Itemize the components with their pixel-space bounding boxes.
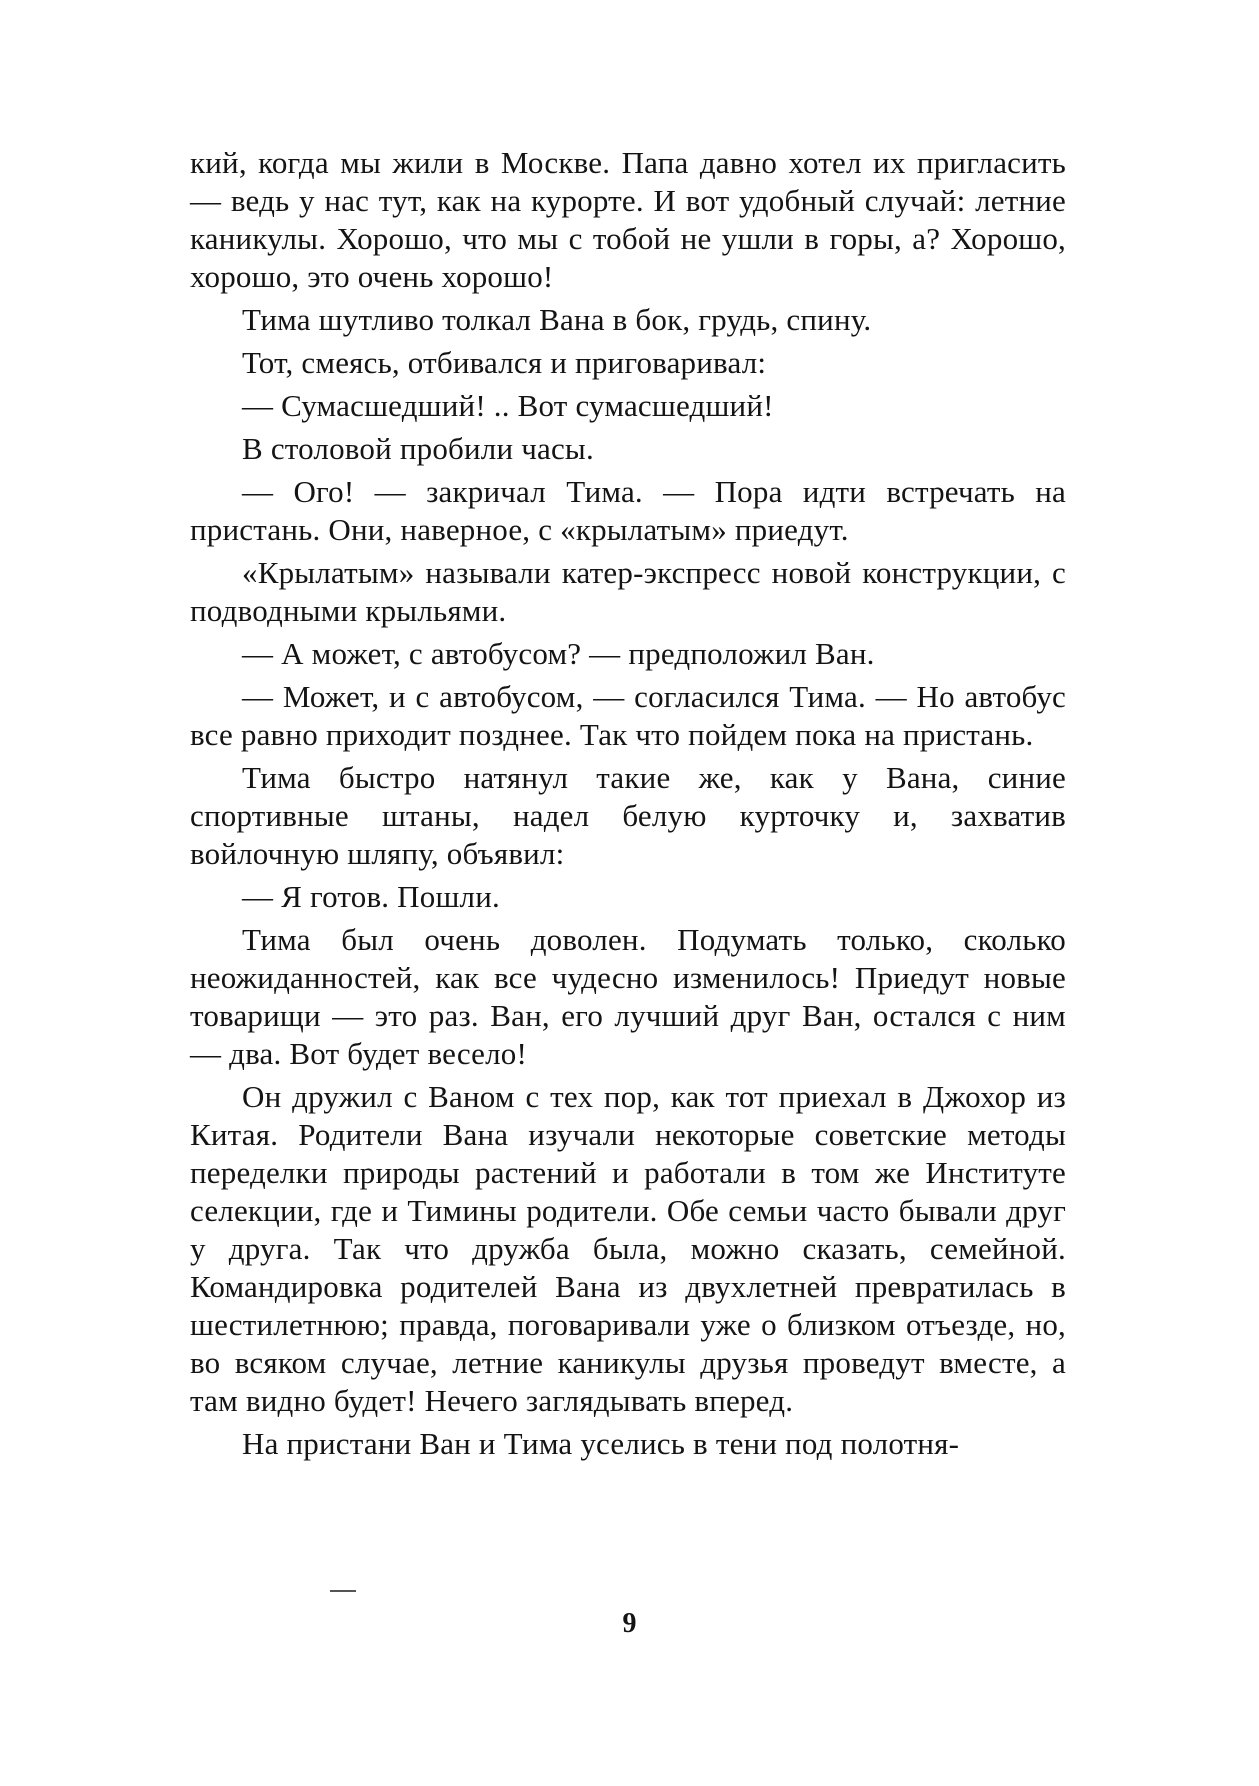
paragraph: кий, когда мы жили в Москве. Папа давно хотел их пригласить — ведь у нас тут, как на курорте. И вот удобный случай: летние каникулы. Хорошо, что мы с тобой не ушли в горы, а? Хорошо, хорошо, это очень хорошо! <box>190 145 1066 294</box>
paragraph: — Ого! — закричал Тима. — Пора идти встречать на пристань. Они, наверное, с «крылатым» приедут. <box>190 474 1066 547</box>
paragraph: — Может, и с автобусом, — согласился Тима. — Но автобус все равно приходит позднее. Так что пойдем пока на пристань. <box>190 679 1066 752</box>
page-body <box>190 144 1066 1468</box>
paragraph: На пристани Ван и Тима уселись в тени под полотня- <box>242 1426 960 1461</box>
paragraph: «Крылатым» называли катер-экспресс новой конструкции, с подводными крыльями. <box>190 555 1066 628</box>
paragraph: В столовой пробили часы. <box>242 431 594 466</box>
page-number: 9 <box>622 1608 637 1639</box>
paragraph: Тима шутливо толкал Вана в бок, грудь, спину. <box>242 302 872 337</box>
paragraph: — Сумасшедший! .. Вот сумасшедший! <box>242 388 774 423</box>
paragraph: Он дружил с Ваном с тех пор, как тот приехал в Джохор из Китая. Родители Вана изучали некоторые советские методы переделки природы растений и работали в том же Институте селекции, где и Тимины родители. Обе семьи часто бывали друг у друга. Так что дружба была, можно сказать, семейной. Командировка родителей Вана из двухлетней превратилась в шестилетнюю; правда, поговаривали уже о близком отъезде, но, во всяком случае, летние каникулы друзья проведут вместе, а там видно будет! Нечего заглядывать вперед. <box>190 1079 1066 1418</box>
paragraph: — Я готов. Пошли. <box>242 879 500 914</box>
paragraph: Тот, смеясь, отбивался и приговаривал: <box>242 345 767 380</box>
paragraph: Тима был очень доволен. Подумать только, сколько неожиданностей, как все чудесно изменилось! Приедут новые товарищи — это раз. Ван, его лучший друг Ван, остался с ним — два. Вот будет весело! <box>190 922 1066 1071</box>
print-mark <box>330 1590 356 1592</box>
paragraph: Тима быстро натянул такие же, как у Вана, синие спортивные штаны, надел белую курточку и, захватив войлочную шляпу, объявил: <box>190 760 1066 871</box>
paragraph: — А может, с автобусом? — предположил Ван. <box>242 636 875 671</box>
